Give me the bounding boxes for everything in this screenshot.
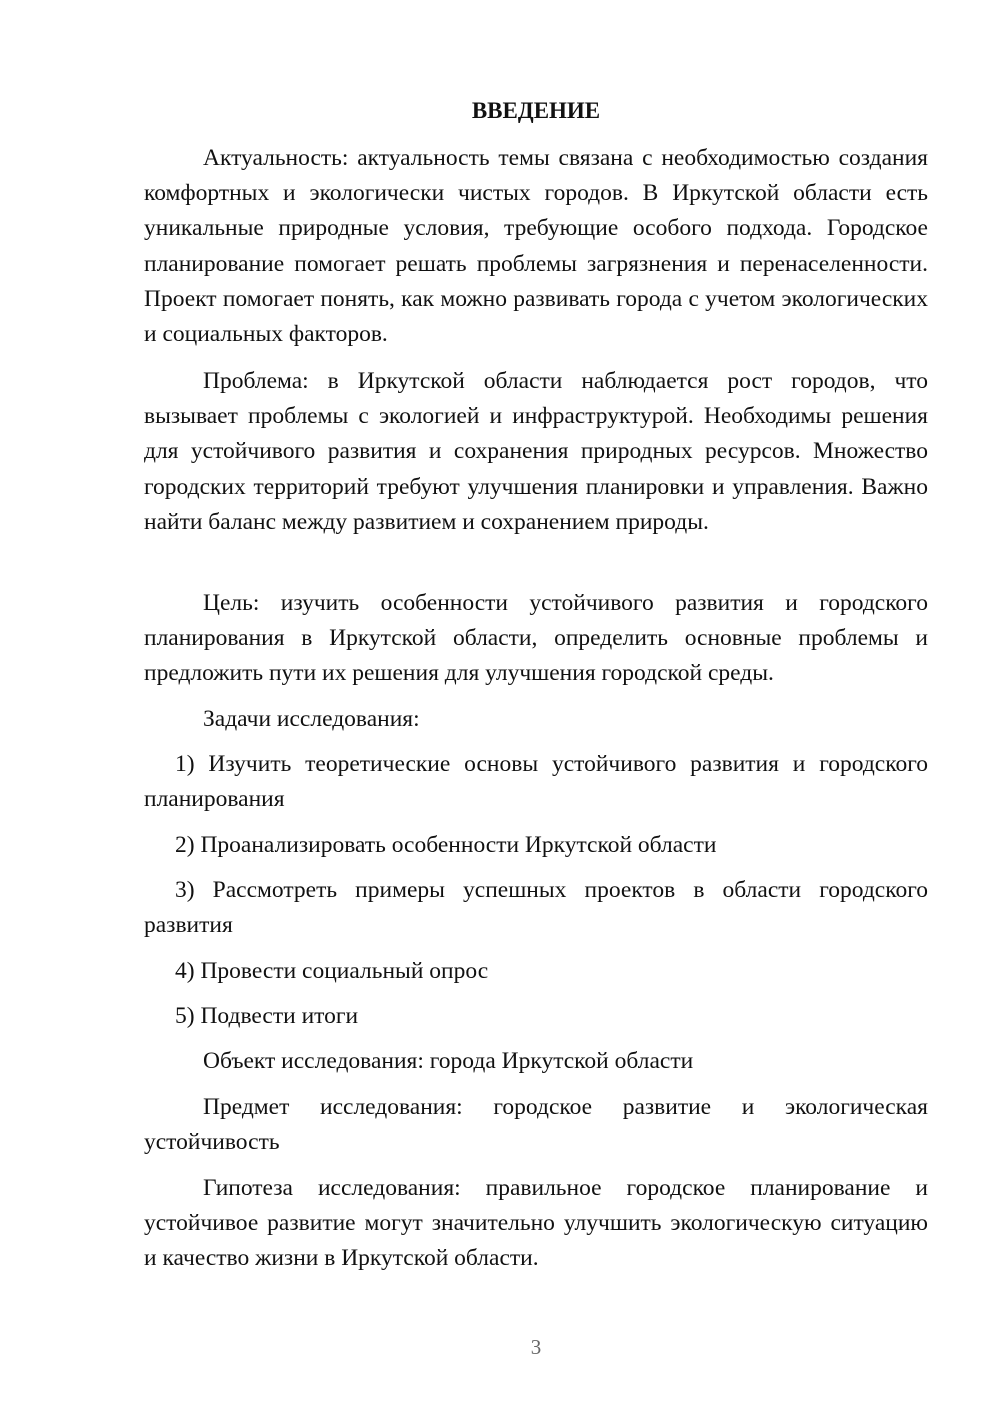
task-item-3: 3) Рассмотреть примеры успешных проектов в области городского развития (144, 877, 928, 939)
task-item-2: 2) Проанализировать особенности Иркутской области (175, 832, 717, 858)
task-item-1: 1) Изучить теоретические основы устойчивого развития и городского планирования (144, 751, 928, 813)
document-page (144, 0, 928, 1414)
tasks-heading: Задачи исследования: (203, 706, 420, 732)
task-item-5: 5) Подвести итоги (175, 1003, 359, 1029)
goal-paragraph: Цель: изучить особенности устойчивого развития и городского планирования в Иркутской области, определить основные проблемы и предложить пути их решения для улучшения городской среды. (144, 590, 928, 687)
task-item-4: 4) Провести социальный опрос (175, 958, 489, 984)
relevance-paragraph: Актуальность: актуальность темы связана с необходимостью создания комфортных и экологически чистых городов. В Иркутской области есть уникальные природные условия, требующие особого подхода. Городское планирование помогает решать проблемы загрязнения и перенаселенности. Проект помогает понять, как можно развивать города с учетом экологических и социальных факторов. (144, 145, 928, 348)
page-number: 3 (530, 1335, 542, 1359)
hypothesis-paragraph: Гипотеза исследования: правильное городское планирование и устойчивое развитие могут значительно улучшить экологическую ситуацию и качество жизни в Иркутской области. (144, 1175, 928, 1272)
problem-paragraph: Проблема: в Иркутской области наблюдается рост городов, что вызывает проблемы с экологией и инфраструктурой. Необходимы решения для устойчивого развития и сохранения природных ресурсов. Множество городских территорий требуют улучшения планировки и управления. Важно найти баланс между развитием и сохранением природы. (144, 368, 928, 535)
page-title: ВВЕДЕНИЕ (471, 98, 601, 123)
object-paragraph: Объект исследования: города Иркутской области (203, 1048, 694, 1074)
subject-paragraph: Предмет исследования: городское развитие и экологическая устойчивость (144, 1094, 928, 1156)
